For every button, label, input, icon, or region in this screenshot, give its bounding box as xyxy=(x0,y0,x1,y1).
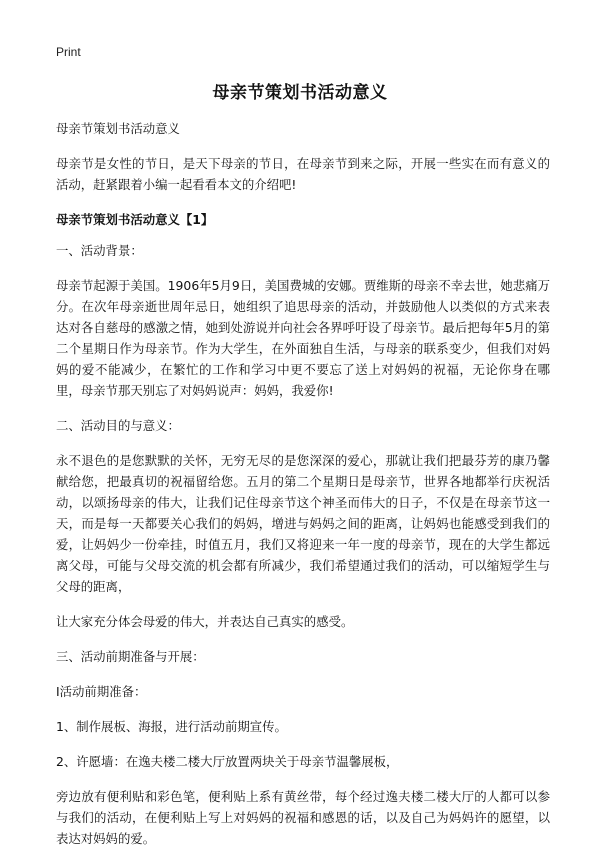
print-link[interactable]: Print xyxy=(56,45,81,59)
paragraph-background-heading: 一、活动背景： xyxy=(56,243,143,258)
paragraph-preparation-heading: 三、活动前期准备与开展： xyxy=(56,649,205,664)
paragraph-item-1: 1、制作展板、海报，进行活动前期宣传。 xyxy=(56,719,287,734)
paragraph-purpose: 永不退色的是您默默的关怀，无穷无尽的是您深深的爱心，那就让我们把最芬芳的康乃馨献给您，把最真切的祝福留给您。五月的第二个星期日是母亲节，世界各地都举行庆祝活动，以颂扬母亲的伟大，让我们记住母亲节这个神圣而伟大的日子，不仅是在母亲节这一天，而是每一天都要关心我们的妈妈，增进与妈妈之间的距离，让妈妈也能感受到我们的爱，让妈妈少一份牵挂，时值五月，我们又将迎来一年一度的母亲节，现在的大学生都远离父母，可能与父母交流的机会都有所减少，我们希望通过我们的活动，可以缩短学生与父母的距离， xyxy=(56,453,550,594)
intro-paragraph: 母亲节是女性的节日，是天下母亲的节日，在母亲节到来之际，开展一些实在而有意义的活动，赶紧跟着小编一起看看本文的介绍吧! xyxy=(56,156,550,192)
page-title: 母亲节策划书活动意义 xyxy=(212,83,388,103)
paragraph-item-2-detail: 旁边放有便利贴和彩色笔，便利贴上系有黄丝带，每个经过逸夫楼二楼大厅的人都可以参与我们的活动，在便利贴上写上对妈妈的祝福和感恩的话，以及自己为妈妈许的愿望，以表达对妈妈的爱。 xyxy=(56,789,550,846)
document-body xyxy=(56,118,550,863)
document-subtitle: 母亲节策划书活动意义 xyxy=(56,121,180,136)
paragraph-prep-subheading: I活动前期准备： xyxy=(56,684,147,699)
paragraph-item-2: 2、许愿墙：在逸夫楼二楼大厅放置两块关于母亲节温馨展板， xyxy=(56,754,399,769)
section-heading: 母亲节策划书活动意义【1】 xyxy=(56,212,214,227)
paragraph-purpose-heading: 二、活动目的与意义： xyxy=(56,418,180,433)
paragraph-purpose-cont: 让大家充分体会母爱的伟大，并表达自己真实的感受。 xyxy=(56,614,354,629)
paragraph-background: 母亲节起源于美国。1906年5月9日，美国费城的安娜。贾维斯的母亲不幸去世，她悲痛万分。在次年母亲逝世周年忌日，她组织了追思母亲的活动，并鼓励他人以类似的方式来表达对各自慈母的感激之情，她到处游说并向社会各界呼吁设了母亲节。最后把每年5月的第二个星期日作为母亲节。作为大学生，在外面独自生活，与母亲的联系变少，但我们对妈妈的爱不能减少，在繁忙的工作和学习中更不要忘了送上对妈妈的祝福，无论你身在哪里，母亲节那天别忘了对妈妈说声：妈妈，我爱你! xyxy=(56,278,550,398)
